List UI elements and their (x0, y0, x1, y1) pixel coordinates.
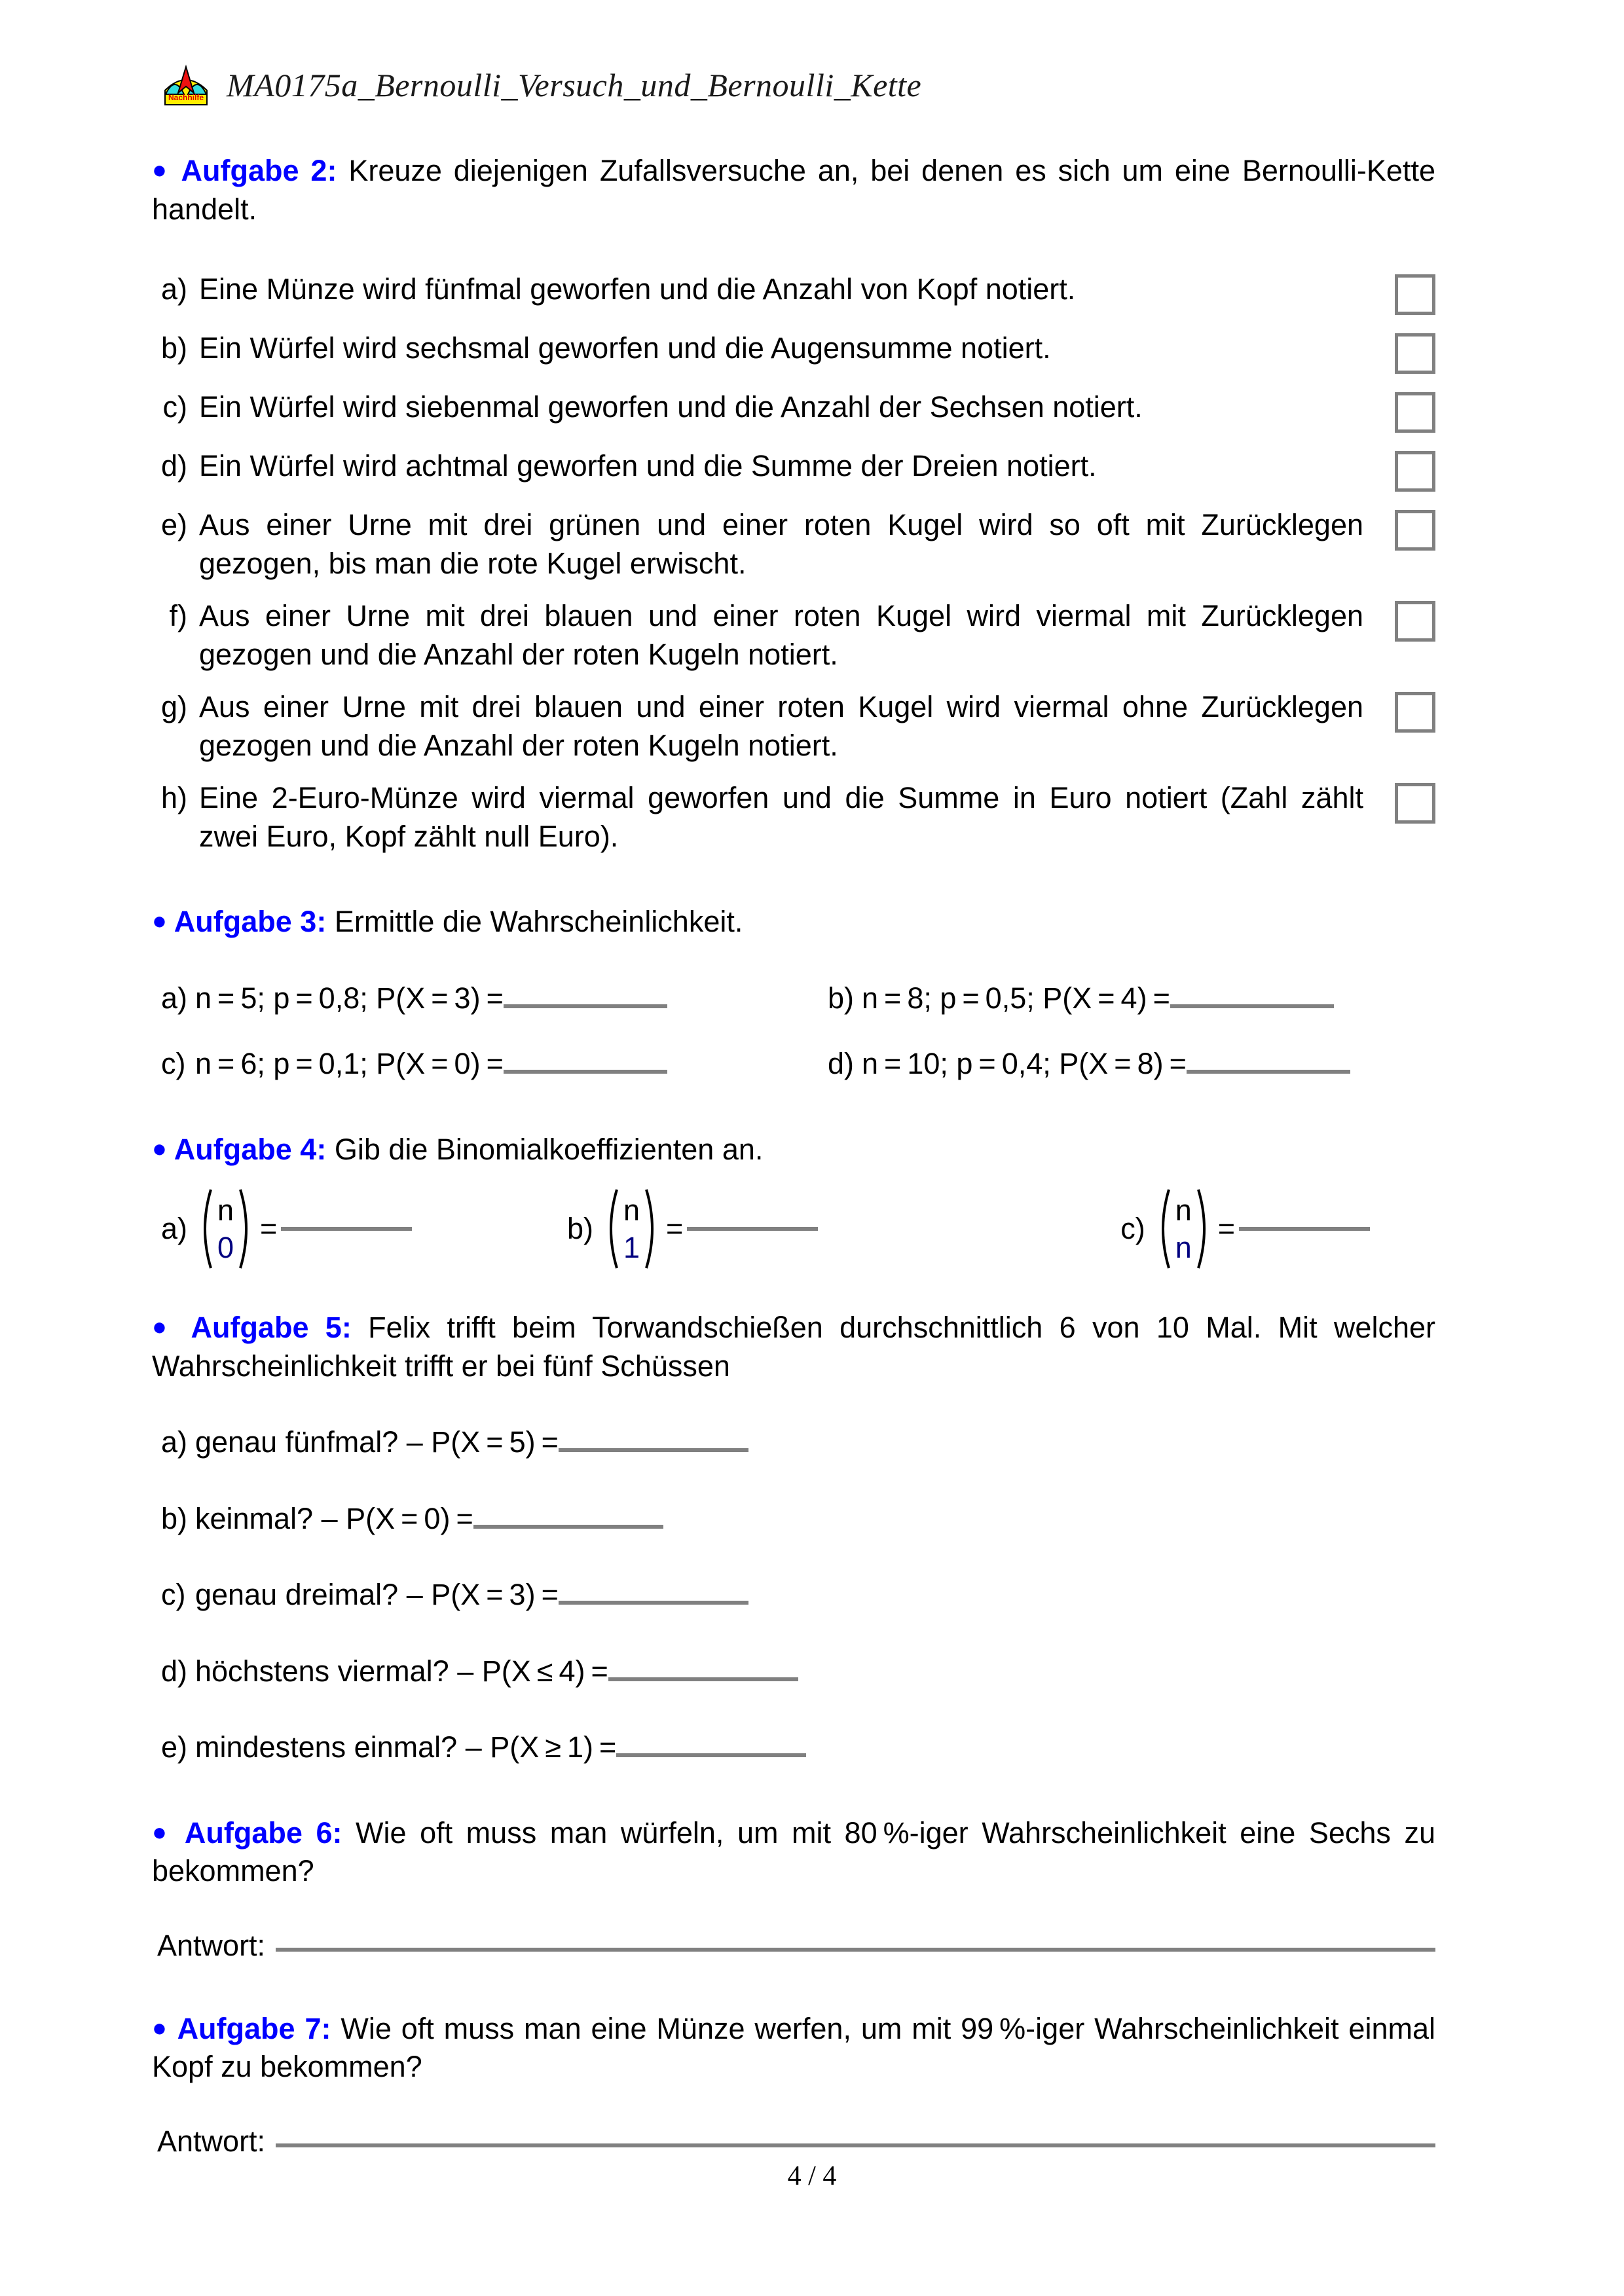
task2-item-c[interactable] (152, 388, 1435, 433)
task3-col-b (794, 979, 1435, 1018)
binomial-coefficient-a (196, 1187, 255, 1271)
answer-blank-5c[interactable] (559, 1601, 748, 1605)
logo-label: Nachhilfe (168, 93, 204, 102)
item-text: Aus einer Urne mit drei grünen und einer roten Kugel wird so oft mit Zurücklegen gezogen, bis man die rote Kugel erwischt. (199, 508, 1363, 580)
task4-item-b (558, 1187, 964, 1271)
task3-intro: Ermittle die Wahrscheinlichkeit. (334, 905, 743, 938)
answer-blank-5e[interactable] (616, 1753, 806, 1757)
task2-title: Aufgabe 2: (181, 154, 337, 187)
answer-blank-3d[interactable] (1187, 1070, 1350, 1074)
binomial-stack (213, 1187, 238, 1271)
answer-blank-5d[interactable] (608, 1677, 798, 1681)
task-aufgabe-2 (152, 152, 1435, 856)
task7-label (152, 2012, 331, 2045)
task4-item-a (152, 1187, 558, 1271)
task7-intro: Wie oft muss man eine Münze werfen, um mit 99 %-iger Wahrscheinlichkeit einmal Kopf zu bekommen? (152, 2011, 1435, 2083)
answer-blank-4a[interactable] (281, 1227, 412, 1231)
task-aufgabe-7 (152, 2010, 1435, 2159)
binomial-coefficient-b (602, 1187, 661, 1271)
task2-item-h[interactable] (152, 779, 1435, 856)
task2-item-d[interactable] (152, 447, 1435, 492)
worksheet-content (152, 152, 1435, 2159)
task3-col-c (152, 1045, 794, 1084)
bullet-icon: ● (152, 1818, 173, 1846)
item-marker: e) (160, 508, 187, 541)
task6-intro: Wie oft muss man würfeln, um mit 80 %-iger Wahrscheinlichkeit eine Sechs zu bekommen? (152, 1815, 1436, 1887)
task6-label (152, 1816, 342, 1850)
checkbox-a[interactable] (1395, 274, 1435, 315)
item-text: Eine 2-Euro-Münze wird viermal geworfen und die Summe in Euro notiert (Zahl zählt zwei Euro, Kopf zählt null Euro). (199, 781, 1363, 853)
task5-item-a (152, 1423, 1435, 1462)
item-marker: d) (828, 1047, 855, 1080)
task4-binomial-row (152, 1187, 1435, 1271)
binomial-coefficient-c (1154, 1187, 1213, 1271)
left-paren-icon (1154, 1187, 1172, 1271)
binomial-bottom: n (1175, 1231, 1192, 1264)
task2-item-f[interactable] (152, 597, 1435, 674)
binomial-bottom: 1 (623, 1231, 640, 1264)
answer-blank-5a[interactable] (559, 1448, 748, 1452)
task-aufgabe-4 (152, 1131, 1435, 1271)
task5-item-d (152, 1652, 1435, 1691)
task3-row-2 (152, 1045, 1435, 1084)
task5-item-e (152, 1728, 1435, 1767)
answer-label: Antwort: (157, 2124, 266, 2158)
task3-item-c (152, 1045, 794, 1084)
item-text: Eine Münze wird fünfmal geworfen und die Anzahl von Kopf notiert. (199, 272, 1076, 306)
item-marker: d) (160, 449, 187, 483)
answer-blank-7[interactable] (276, 2143, 1435, 2147)
answer-blank-3c[interactable] (504, 1070, 667, 1074)
bullet-icon: ● (152, 156, 171, 185)
right-paren-icon (1196, 1187, 1213, 1271)
task4-label (152, 1133, 326, 1166)
equals-sign: = (260, 1212, 278, 1245)
item-formula: n = 8; p = 0,5; P(X = 4) = (862, 981, 1170, 1015)
task5-item-c (152, 1576, 1435, 1614)
task2-item-a[interactable] (152, 270, 1435, 315)
task6-heading-paragraph (152, 1814, 1435, 1891)
task6-title: Aufgabe 6: (184, 1815, 342, 1850)
equals-sign: = (666, 1212, 684, 1245)
task7-answer-row (152, 2124, 1435, 2159)
item-marker: b) (160, 331, 187, 365)
task2-checkbox-list (152, 270, 1435, 856)
item-formula: keinmal? – P(X = 0) = (195, 1501, 473, 1535)
answer-blank-3a[interactable] (504, 1004, 667, 1008)
item-marker: a) (161, 1212, 188, 1245)
item-formula: genau fünfmal? – P(X = 5) = (195, 1425, 559, 1459)
answer-label: Antwort: (157, 1928, 266, 1962)
answer-blank-6[interactable] (276, 1948, 1435, 1952)
task5-label (152, 1311, 352, 1344)
left-paren-icon (196, 1187, 213, 1271)
item-text: Aus einer Urne mit drei blauen und einer roten Kugel wird viermal ohne Zurücklegen gezogen und die Anzahl der roten Kugeln notiert. (199, 690, 1363, 762)
item-formula: genau dreimal? – P(X = 3) = (195, 1578, 559, 1611)
bullet-icon: ● (152, 1135, 167, 1163)
document-title: MA0175a_Bernoulli_Versuch_und_Bernoulli_Kette (227, 67, 922, 103)
item-text: Ein Würfel wird sechsmal geworfen und die Augensumme notiert. (199, 331, 1051, 365)
task3-title: Aufgabe 3: (174, 905, 327, 938)
task3-col-a (152, 979, 794, 1018)
task3-row-1 (152, 979, 1435, 1018)
checkbox-d[interactable] (1395, 451, 1435, 492)
task3-heading-paragraph (152, 903, 1435, 941)
task2-item-b[interactable] (152, 329, 1435, 374)
task3-col-d (794, 1045, 1435, 1084)
task5-title: Aufgabe 5: (191, 1311, 352, 1344)
bullet-icon: ● (152, 2014, 169, 2042)
item-marker: h) (160, 781, 187, 814)
item-text: Aus einer Urne mit drei blauen und einer roten Kugel wird viermal mit Zurücklegen gezogen und die Anzahl der roten Kugeln notiert. (199, 599, 1363, 671)
binomial-top: n (623, 1193, 640, 1227)
task4-intro: Gib die Binomialkoeffizienten an. (334, 1132, 764, 1166)
item-marker: d) (161, 1654, 188, 1688)
task3-label (152, 905, 326, 938)
item-marker: c) (1120, 1212, 1145, 1245)
task3-item-a (152, 979, 794, 1018)
item-marker: c) (161, 1047, 186, 1080)
task4-title: Aufgabe 4: (174, 1132, 327, 1166)
checkbox-g[interactable] (1395, 692, 1435, 733)
binomial-top: n (217, 1193, 234, 1227)
task7-title: Aufgabe 7: (177, 2011, 331, 2045)
binomial-top: n (1175, 1193, 1192, 1227)
task2-item-g[interactable] (152, 688, 1435, 765)
left-paren-icon (602, 1187, 619, 1271)
item-formula: höchstens viermal? – P(X ≤ 4) = (195, 1654, 608, 1688)
task-aufgabe-3 (152, 903, 1435, 1084)
item-marker: e) (161, 1730, 188, 1764)
task5-heading-paragraph (152, 1309, 1435, 1385)
task3-item-d (819, 1045, 1435, 1084)
item-marker: c) (162, 390, 187, 424)
item-marker: a) (161, 981, 188, 1015)
task2-heading-paragraph (152, 152, 1435, 228)
binomial-bottom: 0 (217, 1231, 234, 1264)
answer-blank-3b[interactable] (1170, 1004, 1334, 1008)
task6-answer-row (152, 1929, 1435, 1963)
item-marker: g) (160, 690, 187, 723)
binomial-stack (619, 1187, 644, 1271)
item-text: Ein Würfel wird achtmal geworfen und die Summe der Dreien notiert. (199, 449, 1097, 483)
task-aufgabe-6 (152, 1814, 1435, 1963)
task2-item-e[interactable] (152, 506, 1435, 583)
task7-heading-paragraph (152, 2010, 1435, 2086)
task3-item-b (819, 979, 1435, 1018)
task2-intro: Kreuze diejenigen Zufallsversuche an, bei denen es sich um eine Bernoulli-Kette handelt. (152, 154, 1435, 226)
item-text: Ein Würfel wird siebenmal geworfen und die Anzahl der Sechsen notiert. (199, 390, 1143, 424)
item-marker: b) (161, 1501, 188, 1535)
equals-sign: = (1217, 1212, 1235, 1245)
checkbox-c[interactable] (1395, 392, 1435, 433)
item-marker: b) (567, 1212, 594, 1245)
item-marker: a) (160, 272, 187, 306)
task4-item-c (964, 1187, 1435, 1271)
task5-intro: Felix trifft beim Torwandschießen durchschnittlich 6 von 10 Mal. Mit welcher Wahrscheinlichkeit trifft er bei fünf Schüssen (152, 1311, 1435, 1383)
right-paren-icon (644, 1187, 661, 1271)
checkbox-h[interactable] (1395, 783, 1435, 824)
task5-item-b (152, 1500, 1435, 1539)
binomial-stack (1172, 1187, 1196, 1271)
item-formula: mindestens einmal? – P(X ≥ 1) = (195, 1730, 617, 1764)
task2-label (152, 154, 337, 187)
task4-heading-paragraph (152, 1131, 1435, 1169)
item-marker: a) (161, 1425, 188, 1459)
answer-blank-5b[interactable] (473, 1525, 663, 1529)
page-number: 4 / 4 (787, 2161, 837, 2191)
document-header (162, 64, 921, 106)
task-aufgabe-5 (152, 1309, 1435, 1767)
checkbox-e[interactable] (1395, 510, 1435, 551)
right-paren-icon (238, 1187, 255, 1271)
bullet-icon: ● (152, 907, 167, 936)
bullet-icon: ● (152, 1313, 175, 1341)
answer-blank-4c[interactable] (1239, 1227, 1370, 1231)
item-marker: f) (169, 599, 187, 632)
nachhilfe-logo-icon (162, 64, 210, 106)
answer-blank-4b[interactable] (687, 1227, 818, 1231)
checkbox-f[interactable] (1395, 601, 1435, 642)
checkbox-b[interactable] (1395, 333, 1435, 374)
item-marker: c) (161, 1578, 186, 1611)
item-marker: b) (828, 981, 855, 1015)
item-formula: n = 10; p = 0,4; P(X = 8) = (862, 1047, 1187, 1080)
page-footer (0, 2160, 1624, 2192)
item-formula: n = 6; p = 0,1; P(X = 0) = (195, 1047, 504, 1080)
item-formula: n = 5; p = 0,8; P(X = 3) = (195, 981, 504, 1015)
